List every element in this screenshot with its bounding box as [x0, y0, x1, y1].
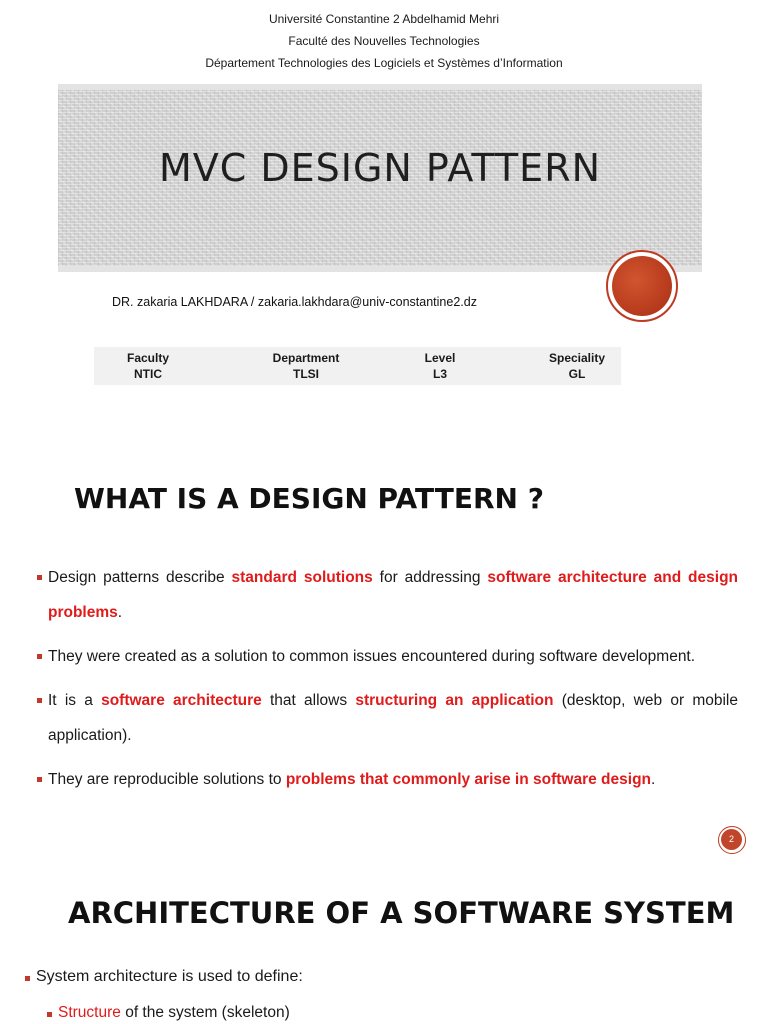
- bullet-text: They were created as a solution to common issues encountered during software development.: [48, 648, 696, 665]
- sub-highlight: Structure: [58, 1004, 121, 1021]
- info-label-speciality: Speciality: [548, 351, 606, 365]
- course-info-table: [94, 347, 621, 385]
- info-value-department: TLSI: [293, 367, 319, 381]
- design-pattern-slide: [0, 460, 768, 870]
- bullet-text: (desktop, web or mobile application).: [48, 692, 738, 744]
- university-name: Université Constantine 2 Abdelhamid Mehri: [268, 12, 500, 26]
- info-value-faculty: NTIC: [134, 367, 162, 381]
- architecture-slide: [0, 880, 768, 1024]
- decorative-circle-fill: [612, 256, 672, 316]
- bullet-highlight: software architecture and design problems: [48, 569, 739, 621]
- institution-header: [0, 8, 768, 74]
- list-item: System architecture is used to define:: [24, 968, 303, 986]
- banner-edge-top: [58, 84, 702, 90]
- page-number-badge: [718, 826, 746, 854]
- bullet-list: [36, 560, 738, 806]
- sub-list-item: [46, 1004, 290, 1022]
- author-line: DR. zakaria LAKHDARA / zakaria.lakhdara@univ-constantine2.dz: [112, 295, 477, 309]
- title-banner: [58, 84, 702, 272]
- bullet-text: They are reproducible solutions to: [48, 771, 286, 788]
- decorative-circle-badge: [606, 250, 678, 322]
- info-label-level: Level: [424, 351, 456, 365]
- faculty-name: Faculté des Nouvelles Technologies: [288, 34, 480, 48]
- bullet-highlight: structuring an application: [355, 692, 554, 709]
- bullet-highlight: problems that commonly arise in software design: [285, 771, 652, 788]
- info-label-faculty: Faculty: [126, 351, 169, 365]
- bullet-text: .: [651, 771, 656, 788]
- sub-text: of the system (skeleton): [120, 1004, 290, 1021]
- list-item: [36, 683, 738, 753]
- info-col-level: [400, 350, 480, 382]
- info-value-speciality: GL: [568, 367, 586, 381]
- slide-heading: WHAT IS A DESIGN PATTERN ?: [74, 482, 544, 515]
- info-label-department: Department: [272, 351, 340, 365]
- info-col-speciality: [532, 350, 622, 382]
- info-col-faculty: [98, 350, 198, 382]
- list-item: [36, 639, 738, 674]
- list-item: [36, 762, 738, 797]
- info-col-department: [256, 350, 356, 382]
- bullet-highlight: standard solutions: [231, 569, 373, 586]
- slide-heading: ARCHITECTURE OF A SOFTWARE SYSTEM: [68, 896, 735, 930]
- bullet-text: Design patterns describe: [48, 569, 232, 586]
- slide-title: MVC DESIGN PATTERN: [158, 146, 602, 190]
- info-value-level: L3: [432, 367, 447, 381]
- page-number: 2: [721, 829, 742, 850]
- department-name: Département Technologies des Logiciels et Systèmes d’Information: [205, 56, 563, 70]
- bullet-text: It is a: [48, 692, 102, 709]
- bullet-text: that allows: [261, 692, 356, 709]
- bullet-highlight: software architecture: [101, 692, 262, 709]
- bullet-text: .: [117, 604, 123, 621]
- title-slide: [0, 0, 768, 420]
- banner-edge-bottom: [58, 266, 702, 272]
- list-item: [36, 560, 738, 630]
- bullet-text: for addressing: [372, 569, 488, 586]
